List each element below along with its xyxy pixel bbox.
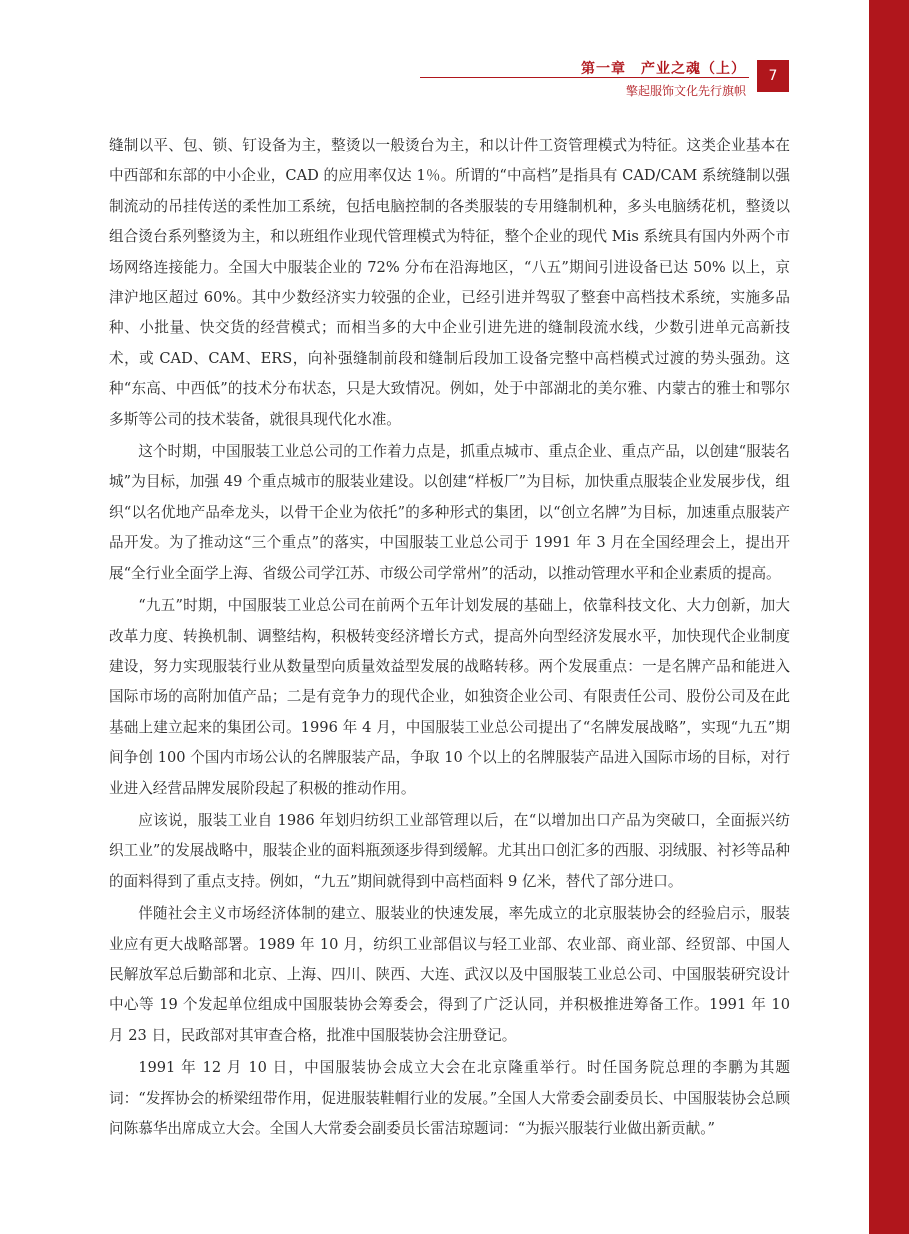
- paragraph: 缝制以平、包、锁、钉设备为主，整烫以一般烫台为主，和以计件工资管理模式为特征。这类企业基本在中西部和东部的中小企业，CAD 的应用率仅达 1％。所谓的“中高档”是指具有 CAD/CAM 系统缝制以强制流动的吊挂传送的柔性加工系统，包括电脑控制的各类服装的专用缝制机种，多头电脑绣花机，整烫以组合烫台系列整烫为主，和以班组作业现代管理模式为特征，整个企业的现代 Mis 系统具有国内外两个市场网络连接能力。全国大中服装企业的 72% 分布在沿海地区，“八五”期间引进设备已达 50% 以上，京津沪地区超过 60%。其中少数经济实力较强的企业，已经引进并驾驭了整套中高档技术系统，实施多品种、小批量、快交货的经营模式；而相当多的大中企业引进先进的缝制段流水线，少数引进单元高新技术，或 CAD、CAM、ERS，向补强缝制前段和缝制后段加工设备完整中高档模式过渡的势头强劲。这种“东高、中西低”的技术分布状态，只是大致情况。例如，处于中部湖北的美尔雅、内蒙古的雅士和鄂尔多斯等公司的技术装备，就很具现代化水准。: [109, 137, 790, 428]
- right-edge-band: [869, 0, 909, 1234]
- header-rule: [420, 77, 749, 78]
- paragraph: 伴随社会主义市场经济体制的建立、服装业的快速发展，率先成立的北京服装协会的经验启示，服装业应有更大战略部署。1989 年 10 月，纺织工业部倡议与轻工业部、农业部、商业部、经贸部、中国人民解放军总后勤部和北京、上海、四川、陕西、大连、武汉以及中国服装工业总公司、中国服装研究设计中心等 19 个发起单位组成中国服装协会筹委会，得到了广泛认同，并积极推进筹备工作。1991 年 10 月 23 日，民政部对其审查合格，批准中国服装协会注册登记。: [109, 905, 790, 1044]
- page-number: 7: [757, 60, 789, 92]
- chapter-subtitle: 擎起服饰文化先行旗帜: [625, 84, 746, 98]
- paragraph: 这个时期，中国服装工业总公司的工作着力点是，抓重点城市、重点企业、重点产品，以创建“服装名城”为目标，加强 49 个重点城市的服装业建设。以创建“样板厂”为目标，加快重点服装企业发展步伐，组织“以名优地产品牵龙头，以骨干企业为依托”的多种形式的集团，以“创立名牌”为目标，加速重点服装产品开发。为了推动这“三个重点”的落实，中国服装工业总公司于 1991 年 3 月在全国经理会上，提出开展“全行业全面学上海、省级公司学江苏、市级公司学常州”的活动，以推动管理水平和企业素质的提高。: [109, 443, 790, 582]
- chapter-title: 第一章 产业之魂（上）: [581, 61, 746, 77]
- body-text: [109, 131, 790, 1146]
- paragraph: 1991 年 12 月 10 日，中国服装协会成立大会在北京隆重举行。时任国务院总理的李鹏为其题词：“发挥协会的桥梁纽带作用，促进服装鞋帽行业的发展。”全国人大常委会副委员长、中国服装协会总顾问陈慕华出席成立大会。全国人大常委会副委员长雷洁琼题词：“为振兴服装行业做出新贡献。”: [109, 1059, 790, 1137]
- paragraph: 应该说，服装工业自 1986 年划归纺织工业部管理以后，在“以增加出口产品为突破口，全面振兴纺织工业”的发展战略中，服装企业的面料瓶颈逐步得到缓解。尤其出口创汇多的西服、羽绒服、衬衫等品种的面料得到了重点支持。例如，“九五”期间就得到中高档面料 9 亿米，替代了部分进口。: [109, 811, 790, 890]
- paragraph: “九五”时期，中国服装工业总公司在前两个五年计划发展的基础上，依靠科技文化、大力创新，加大改革力度、转换机制、调整结构，积极转变经济增长方式，提高外向型经济发展水平，加快现代企业制度建设，努力实现服装行业从数量型向质量效益型发展的战略转移。两个发展重点：一是名牌产品和能进入国际市场的高附加值产品；二是有竞争力的现代企业，如独资企业公司、有限责任公司、股份公司及在此基础上建立起来的集团公司。1996 年 4 月，中国服装工业总公司提出了“名牌发展战略”，实现“九五”期间争创 100 个国内市场公认的名牌服装产品，争取 10 个以上的名牌服装产品进入国际市场的目标，对行业进入经营品牌发展阶段起了积极的推动作用。: [109, 597, 790, 797]
